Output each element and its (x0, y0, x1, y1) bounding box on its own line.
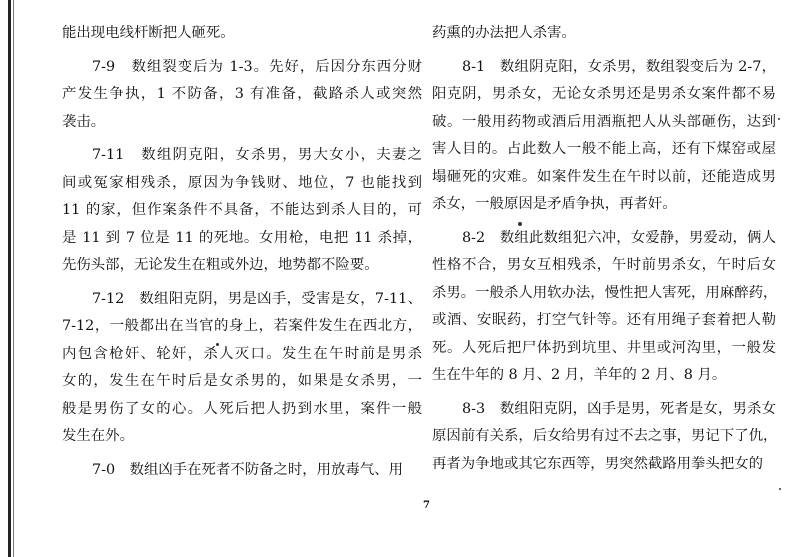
scan-speck (778, 118, 780, 120)
paragraph (432, 396, 776, 479)
text-line: 内包含枪奸、轮奸，杀人灭口。发生在午时前是男杀 (62, 345, 422, 362)
text-line: 8-2 数组此数组犯六冲，女爱静，男爱动，俩人 (462, 229, 776, 246)
text-line: 7-11 数组阴克阳，女杀男，男大女小，夫妻之 (92, 147, 422, 163)
scan-speck (779, 488, 781, 490)
text-line: 破。一般用药物或酒后用酒瓶把人从头部砸伤，达到 (432, 113, 776, 130)
text-line: 能出现电线杆断把人砸死。 (62, 25, 235, 41)
text-line: 原因前有关系，后女给男有过不去之事，男记下了仇， (432, 428, 778, 444)
text-line: 8-1 数组阴克阳，女杀男，数组裂变后为 2-7， (462, 58, 776, 75)
text-line: 7-12，一般都出在当官的身上，若案件发生在西北方， (62, 318, 422, 334)
binding-edge-shadow (8, 0, 11, 557)
paragraph (62, 54, 422, 137)
text-line: 11 的家，但作案条件不具备，不能达到杀人目的，可 (62, 202, 422, 218)
text-line: 杀女，一般原因是矛盾争执，再者奸。 (432, 196, 677, 212)
right-column (432, 20, 776, 484)
text-line: 7-0 数组凶手在死者不防备之时，用放毒气、用 (92, 461, 403, 478)
scan-speck (518, 222, 522, 226)
text-line: 先伤头部，无论发生在粗或外边，地势都不险要。 (62, 257, 379, 273)
text-line: 生在牛年的 8 月、2 月，羊年的 2 月、8 月。 (432, 367, 727, 383)
text-line: 再者为争地或其它东西等，男突然截路用拳头把女的 (432, 455, 763, 472)
left-column (62, 20, 422, 490)
text-line: 是 11 到 7 位是 11 的死地。女用枪，电把 11 杀掉， (62, 229, 422, 246)
page-number: 7 (423, 500, 430, 511)
text-line: 害人目的。占此数人一般不能上高，还有下煤窑或屋 (432, 141, 776, 157)
text-line: 药熏的办法把人杀害。 (432, 25, 576, 41)
paragraph (62, 142, 422, 280)
text-line: 性格不合，男女互相残杀，午时前男杀女，午时后女 (432, 257, 776, 273)
text-line: 女的，发生在午时后是女杀男的，如果是女杀男，一 (62, 373, 422, 389)
text-line: 间或冤家相残杀，原因为争钱财、地位，7 也能找到 (62, 174, 422, 191)
scan-speck (216, 343, 219, 346)
text-line: 7-12 数组阳克阴，男是凶手，受害是女，7-11、 (92, 290, 422, 307)
text-line: 产发生争执，1 不防备，3 有准备，截路杀人或突然 (62, 86, 422, 102)
text-line: 8-3 数组阳克阴，凶手是男，死者是女，男杀女 (462, 400, 776, 417)
paragraph (432, 20, 776, 48)
text-line: 塌砸死的灾难。如案件发生在午时以前，还能造成男 (432, 168, 776, 185)
text-line: 死。人死后把尸体扔到坑里、井里或河沟里，一般发 (432, 339, 776, 356)
text-line: 7-9 数组裂变后为 1-3。先好，后因分东西分财 (92, 58, 422, 75)
text-line: 杀男。一般杀人用软办法，慢性把人害死，用麻醉药， (432, 284, 778, 301)
binding-edge-line (13, 0, 14, 557)
paragraph (62, 457, 422, 485)
text-line: 或酒、安眠药，打空气针等。还有用绳子套着把人勒 (432, 312, 776, 328)
text-line: 阳克阴，男杀女，无论女杀男还是男杀女案件都不易 (432, 86, 776, 102)
paragraph (62, 286, 422, 451)
paragraph (62, 20, 422, 48)
paragraph (432, 225, 776, 390)
paragraph (432, 54, 776, 219)
text-line: 发生在外。 (62, 428, 134, 444)
text-line: 袭击。 (62, 113, 106, 130)
text-line: 般是男伤了女的心。人死后把人扔到水里，案件一般 (62, 400, 422, 417)
